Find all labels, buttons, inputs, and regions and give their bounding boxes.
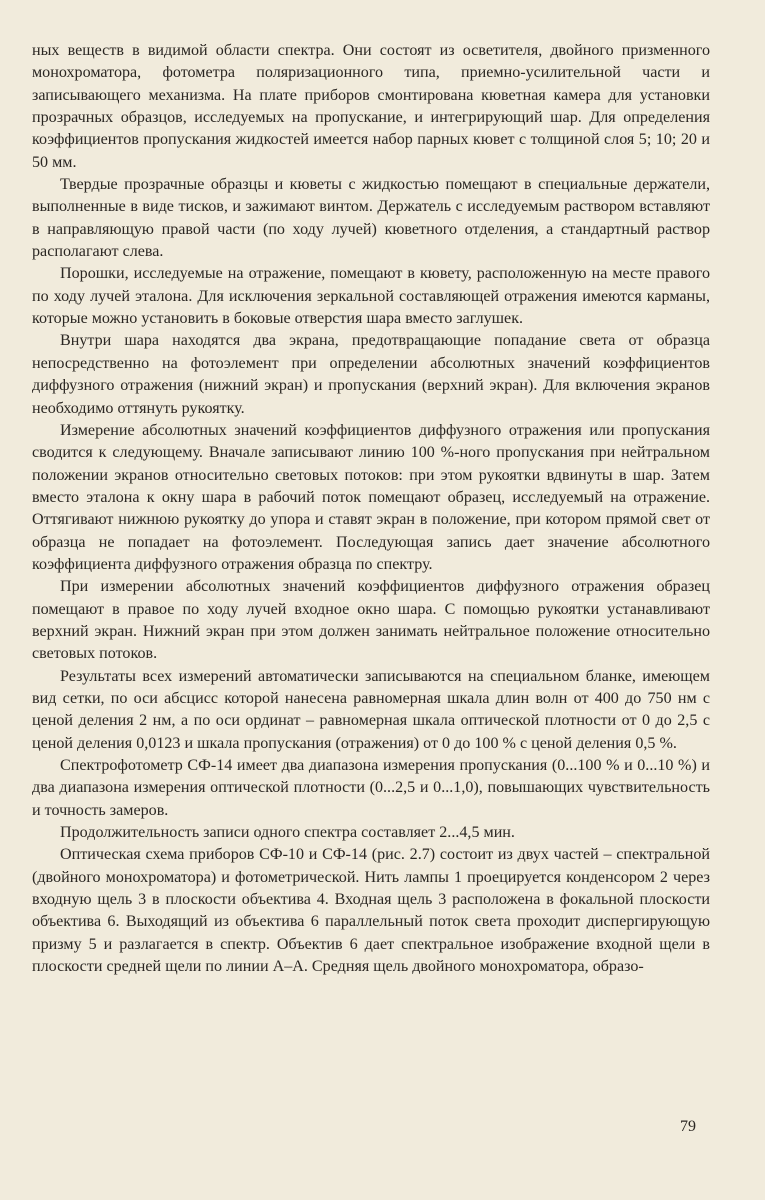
paragraph-1: ных веществ в видимой области спектра. Они состоят из осветителя, двойного призменного монохроматора, фотометра поляризационного типа, приемно-усилительной части и записывающего механизма. На плате приборов смонтирована кюветная камера для установки прозрачных образцов, исследуемых на пропускание, и интегрирующий шар. Для определения коэффициентов пропускания жидкостей имеется набор парных кювет с толщиной слоя 5; 10; 20 и 50 мм. (32, 42, 710, 171)
paragraph-7: Результаты всех измерений автоматически записываются на специальном бланке, имеющем вид сетки, по оси абсцисс которой нанесена равномерная шкала длин волн от 400 до 750 нм с ценой деления 2 нм, а по оси ординат – равномерная шкала оптической плотности от 0 до 2,5 с ценой деления 0,0123 и шкала пропускания (отражения) от 0 до 100 % с ценой деления 0,5 %. (32, 667, 710, 752)
paragraph-8: Спектрофотометр СФ-14 имеет два диапазона измерения пропускания (0...100 % и 0...10 %) и два диапазона измерения оптической плотности (0...2,5 и 0...1,0), повышающих чувствительность и точность замеров. (32, 757, 710, 819)
book-page (32, 40, 710, 1180)
paragraph-3: Порошки, исследуемые на отражение, помещают в кювету, расположенную на месте правого по ходу лучей эталона. Для исключения зеркальной составляющей отражения имеются карманы, которые можно установить в боковые отверстия шара вместо заглушек. (32, 265, 710, 328)
paragraph-10: Оптическая схема приборов СФ-10 и СФ-14 (рис. 2.7) состоит из двух частей – спектральной (двойного монохроматора) и фотометрической. Нить лампы 1 проецируется конденсором 2 через входную щель 3 в плоскости объектива 4. Входная щель 3 расположена в фокальной плоскости объектива 6. Выходящий из объектива 6 параллельный поток света проходит диспергирующую призму 5 и разлагается в спектр. Объектив 6 дает спектральное изображение входной щели в плоскости средней щели по линии А–А. Средняя щель двойного монохроматора, образо- (32, 846, 710, 976)
paragraph-9: Продолжительность записи одного спектра составляет 2...4,5 мин. (60, 824, 515, 842)
paragraph-2: Твердые прозрачные образцы и кюветы с жидкостью помещают в специальные держатели, выполненные в виде тисков, и зажимают винтом. Держатель с исследуемым раствором вставляют в направляющую правой части (по ходу лучей) кюветного отделения, а стандартный раствор располагают слева. (32, 176, 710, 261)
body-text (32, 40, 710, 978)
page-number: 79 (680, 1118, 696, 1135)
paragraph-6: При измерении абсолютных значений коэффициентов диффузного отражения образец помещают в правое по ходу лучей входное окно шара. С помощью рукоятки устанавливают верхний экран. Нижний экран при этом должен занимать нейтральное положение относительно световых потоков. (32, 578, 710, 663)
paragraph-4: Внутри шара находятся два экрана, предотвращающие попадание света от образца непосредственно на фотоэлемент при определении абсолютных значений коэффициентов диффузного отражения (нижний экран) и пропускания (верхний экран). Для включения экранов необходимо оттянуть рукоятку. (32, 332, 710, 417)
paragraph-5: Измерение абсолютных значений коэффициентов диффузного отражения или пропускания сводится к следующему. Вначале записывают линию 100 %-ного пропускания при нейтральном положении экранов относительно световых потоков: при этом рукоятки вдвинуты в шар. Затем вместо эталона к окну шара в рабочий поток помещают образец, исследуемый на отражение. Оттягивают нижнюю рукоятку до упора и ставят экран в положение, при котором прямой свет от образца не попадает на фотоэлемент. Последующая запись дает значение абсолютного коэффициента диффузного отражения образца по спектру. (32, 421, 710, 573)
